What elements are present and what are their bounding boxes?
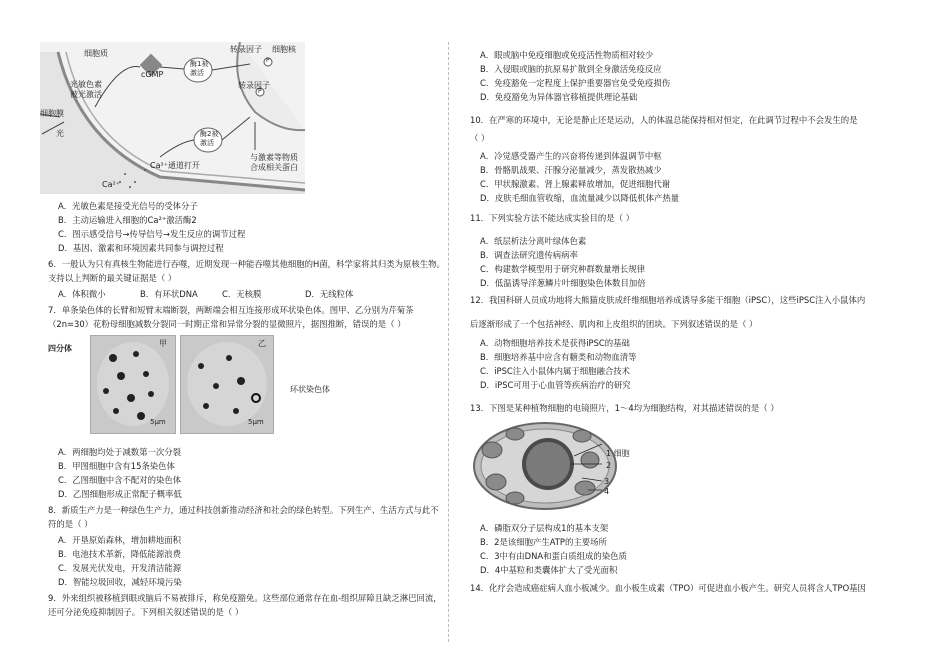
left-column [0, 0, 470, 672]
q12-option-a: A．动物细胞培养技术是获得iPSC的基础 [480, 338, 630, 348]
fig1-cytoplasm-label: 细胞质 [84, 49, 108, 58]
q12-option-c: C．iPSC注入小鼠体内属于细胞融合技术 [480, 366, 631, 376]
q5-option-d: D．基因、激素和环境因素共同参与调控过程 [58, 243, 224, 253]
micrograph-yi-label: 乙 [258, 339, 266, 348]
fig1-product-label: 与激素等物质 合成相关蛋白 [250, 153, 298, 172]
q8-option-d: D．智能垃圾回收，减轻环境污染 [58, 577, 182, 587]
q12-stem-line1: 12．我国科研人员成功地将大熊猫皮肤成纤维细胞培养成诱导多能干细胞（iPSC），这些iPSC注入小鼠体内 [470, 295, 866, 305]
q9-option-a: A．眼或脑中免疫细胞或免疫活性物质相对较少 [480, 50, 654, 60]
q10-option-c: C．甲状腺激素、肾上腺素释放增加，促进细胞代谢 [480, 179, 671, 189]
fig1-tf1-label: 转录因子 [230, 45, 262, 54]
column-divider [448, 42, 450, 642]
tetrad-label: 四分体 [48, 344, 72, 353]
q10-stem-line1: 10．在严寒的环境中，无论是静止还是运动，人的体温总能保持相对恒定，在此调节过程中不会发生的是 [470, 115, 858, 125]
q11-option-c: C．构建数学模型用于研究种群数量增长规律 [480, 264, 645, 274]
q9-stem-line1: 9．外来组织被移植到眼或脑后不易被排斥，称免疫豁免。这些部位通常存在血-组织屏障且缺乏淋巴回流， [48, 593, 442, 603]
q6-option-c: C．无核膜 [222, 289, 262, 299]
q5-option-a: A．光敏色素是接受光信号的受体分子 [58, 201, 198, 211]
ring-chromosome-label: 环状染色体 [290, 385, 330, 394]
q6-stem-line2: 支持以上判断的最关键证据是（ ） [48, 273, 177, 283]
q6-option-d: D．无线粒体 [305, 289, 354, 299]
q6-stem-line1: 6．一般认为只有真核生物能进行吞噬，近期发现一种能吞噬其他细胞的H菌，科学家将其归类为原核生物。 [48, 259, 445, 269]
q9-stem-line2: 还可分泌免疫抑制因子。下列相关叙述错误的是（ ） [48, 607, 244, 617]
q11-option-a: A．纸层析法分离叶绿体色素 [480, 236, 587, 246]
q10-option-d: D．皮肤毛细血管收缩，血流量减少以降低机体产热量 [480, 193, 680, 203]
fig1-enzyme2-label: 酶2被 激活 [200, 130, 219, 147]
q13-option-a: A．磷脂双分子层构成1的基本支架 [480, 523, 609, 533]
q8-option-c: C．发展光伏发电，开发清洁能源 [58, 563, 182, 573]
q11-stem: 11．下列实验方法不能达成实验目的是（ ） [470, 213, 635, 223]
q8-option-a: A．开垦原始森林，增加耕地面积 [58, 535, 181, 545]
q7-stem-line2: （2n=30）花粉母细胞减数分裂同一时期正常和异常分裂的显微照片，据图推断，错误的是（ ） [48, 319, 406, 329]
fig1-ca-open-label: Ca²⁺通道打开 [150, 161, 200, 170]
q8-stem-line1: 8．新质生产力是一种绿色生产力，通过科技创新推动经济和社会的绿色转型。下列生产、生活方式与此不 [48, 505, 439, 515]
q7-option-a: A．两细胞均处于减数第一次分裂 [58, 447, 181, 457]
q6-option-b: B．有环状DNA [140, 289, 198, 299]
fig1-enzyme1-label: 酶1被 激活 [190, 60, 209, 77]
q13-stem: 13．下图是某种植物细胞的电镜照片，1～4均为细胞结构，对其描述错误的是（ ） [470, 403, 779, 413]
fig1-membrane-label: 细胞膜 [40, 109, 64, 118]
fig3-label-4: 4 [604, 487, 610, 496]
q7-option-d: D．乙图细胞形成正常配子概率低 [58, 489, 182, 499]
q10-stem-line2: （ ） [470, 133, 490, 143]
micrograph-jia-label: 甲 [159, 339, 167, 348]
q9-option-d: D．免疫豁免为异体器官移植提供理论基础 [480, 92, 638, 102]
fig3-label-2: 2 [606, 461, 612, 470]
q9-option-b: B．入侵眼或脑的抗原易扩散到全身激活免疫反应 [480, 64, 662, 74]
q11-option-b: B．调查法研究遗传病病率 [480, 250, 578, 260]
q13-option-b: B．2是该细胞产生ATP的主要场所 [480, 537, 607, 547]
q10-option-a: A．冷觉感受器产生的兴奋将传递到体温调节中枢 [480, 151, 662, 161]
q8-stem-line2: 符的是（ ） [48, 519, 93, 529]
q9-option-c: C．免疫豁免一定程度上保护重要器官免受免疫损伤 [480, 78, 671, 88]
fig1-receptor-label: 光敏色素 被光激活 [70, 80, 102, 99]
q7-option-b: B．甲图细胞中含有15条染色体 [58, 461, 175, 471]
q13-option-c: C．3中有由DNA和蛋白质组成的染色质 [480, 551, 627, 561]
q6-option-a: A．体积微小 [58, 289, 106, 299]
q10-option-b: B．骨骼肌战栗、汗腺分泌量减少，蒸发散热减少 [480, 165, 662, 175]
q12-option-b: B．细胞培养基中应含有糖类和动物血清等 [480, 352, 637, 362]
q5-option-c: C．图示感受信号→传导信号→发生反应的调节过程 [58, 229, 246, 239]
q12-stem-line2: 后逐渐形成了一个包括神经、肌肉和上皮组织的团块。下列叙述错误的是（ ） [470, 319, 758, 329]
q7-option-c: C．乙图细胞中含不配对的染色体 [58, 475, 182, 485]
scale-yi-label: 5μm [248, 418, 264, 426]
fig1-nucleus-label: 细胞核 [272, 45, 296, 54]
q8-option-b: B．电池技术革新，降低能源浪费 [58, 549, 181, 559]
fig1-p2-label: P [258, 88, 262, 95]
q14-stem: 14．化疗会造成癌症病人血小板减少。血小板生成素（TPO）可促进血小板产生。研究人员将含人TPO基因 [470, 583, 866, 593]
fig1-light-label: 光 [56, 129, 64, 138]
q5-option-b: B．主动运输进入细胞的Ca²⁺激活酶2 [58, 215, 197, 225]
fig3-label-3: 3 [604, 477, 610, 486]
fig1-p1-label: P [266, 57, 270, 64]
q11-option-d: D．低温诱导洋葱鳞片叶细胞染色体数目加倍 [480, 278, 646, 288]
fig1-cgmp-label: cGMP [141, 70, 164, 79]
fig3-label-1: 1 细胞 [606, 449, 630, 458]
q13-option-d: D．4中基粒和类囊体扩大了受光面积 [480, 565, 618, 575]
right-column [470, 0, 950, 672]
q12-option-d: D．iPSC可用于心血管等疾病治疗的研究 [480, 380, 631, 390]
q7-stem-line1: 7．单条染色体的长臂和短臂末端断裂，两断端会相互连接形成环状染色体。图甲、乙分别为芹菊茶 [48, 305, 414, 315]
scale-jia-label: 5μm [150, 418, 166, 426]
cell-electron-micrograph [470, 420, 620, 512]
fig1-ca-label: Ca²⁺ [102, 180, 120, 189]
fig1-tf2-label: 转录因子 [238, 81, 270, 90]
